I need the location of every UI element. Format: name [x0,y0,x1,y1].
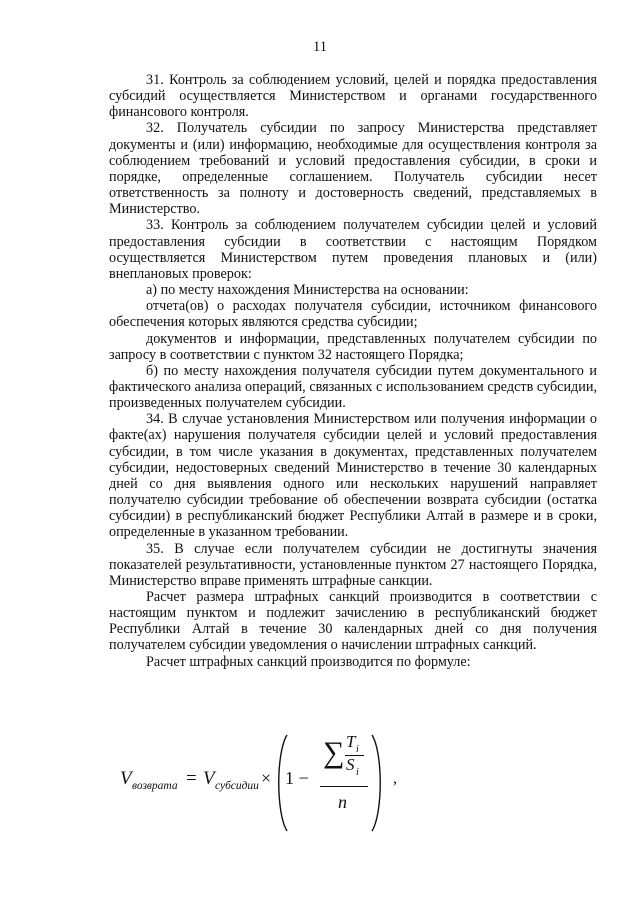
paragraph-34: 34. В случае установления Министерством или получения информации о факте(ах) нарушения получателя субсидии целей и условий предоставления субсидии, в том числе указания в документах, представленных получателем субсидии, недостоверных сведений Министерство в течение 30 календарных дней со дня выявления одного или нескольких нарушений направляет получателю субсидии требование об обеспечении возврата субсидии (остатка субсидии) в республиканский бюджет Республики Алтай в размере и в сроки, определенные в указанном требовании. [109,411,597,541]
formula-denominator-S-index: i [356,767,359,778]
body-text [109,72,597,670]
formula-intro: Расчет штрафных санкций производится по формуле: [146,653,471,670]
formula-equals: = [186,768,197,789]
paragraph-33-a: а) по месту нахождения Министерства на основании: [146,282,469,299]
formula-rhs-subscript: субсидии [215,780,259,792]
paragraph-33-a-reports: отчета(ов) о расходах получателя субсидии, источником финансового обеспечения которых являются средства субсидии; [109,298,597,331]
formula-denominator-S: S [346,755,355,774]
paragraph-33-b: б) по месту нахождения получателя субсидии путем документального и фактического анализа операций, связанных с использованием средств субсидии, произведенных получателем субсидии. [109,362,597,412]
formula-lhs-symbol: V [120,768,132,789]
formula-trailing-comma: , [393,770,397,787]
paragraph-32: 32. Получатель субсидии по запросу Министерства представляет документы и (или) информацию, необходимые для осуществления контроля за соблюдением требований и условий предоставления субсидии, в сроки и порядке, определенные соглашением. Получатель субсидии несет ответственность за полноту и достоверность сведений, представляемых в Министерство. [109,120,597,218]
paragraph-33: 33. Контроль за соблюдением получателем субсидии целей и условий предоставления субсидии в соответствии с настоящим Порядком осуществляется Министерством путем проведения плановых и (или) внеплановых проверок: [109,217,597,282]
formula-times: × [261,768,272,788]
formula-sigma: ∑ [323,736,345,769]
paragraph-35-calculation: Расчет размера штрафных санкций производится в соответствии с настоящим пунктом и подлежит зачислению в республиканский бюджет Республики Алтай в течение 30 календарных дней со дня получения получателем субсидии уведомления о начислении штрафных санкций. [109,589,597,654]
penalty-formula [120,730,520,840]
right-parenthesis-icon [369,733,387,833]
paragraph-33-a-documents: документов и информации, представленных получателем субсидии по запросу в соответствии с пунктом 32 настоящего Порядка; [109,330,597,363]
formula-one-minus: 1 − [285,768,309,788]
paragraph-31: 31. Контроль за соблюдением условий, целей и порядка предоставления субсидий осуществляется Министерством и органами государственного финансового контроля. [109,72,597,121]
page-number: 11 [313,39,327,55]
paragraph-35: 35. В случае если получателем субсидии не достигнуты значения показателей результативности, установленные пунктом 27 настоящего Порядка, Министерство вправе применять штрафные санкции. [109,540,597,589]
formula-lhs-subscript: возврата [132,780,178,792]
formula-rhs-symbol: V [203,768,215,789]
formula-numerator-T-index: i [356,744,359,755]
formula-main-fraction-line [320,786,368,787]
formula-n: n [338,792,347,812]
formula-numerator-T: T [346,732,356,751]
